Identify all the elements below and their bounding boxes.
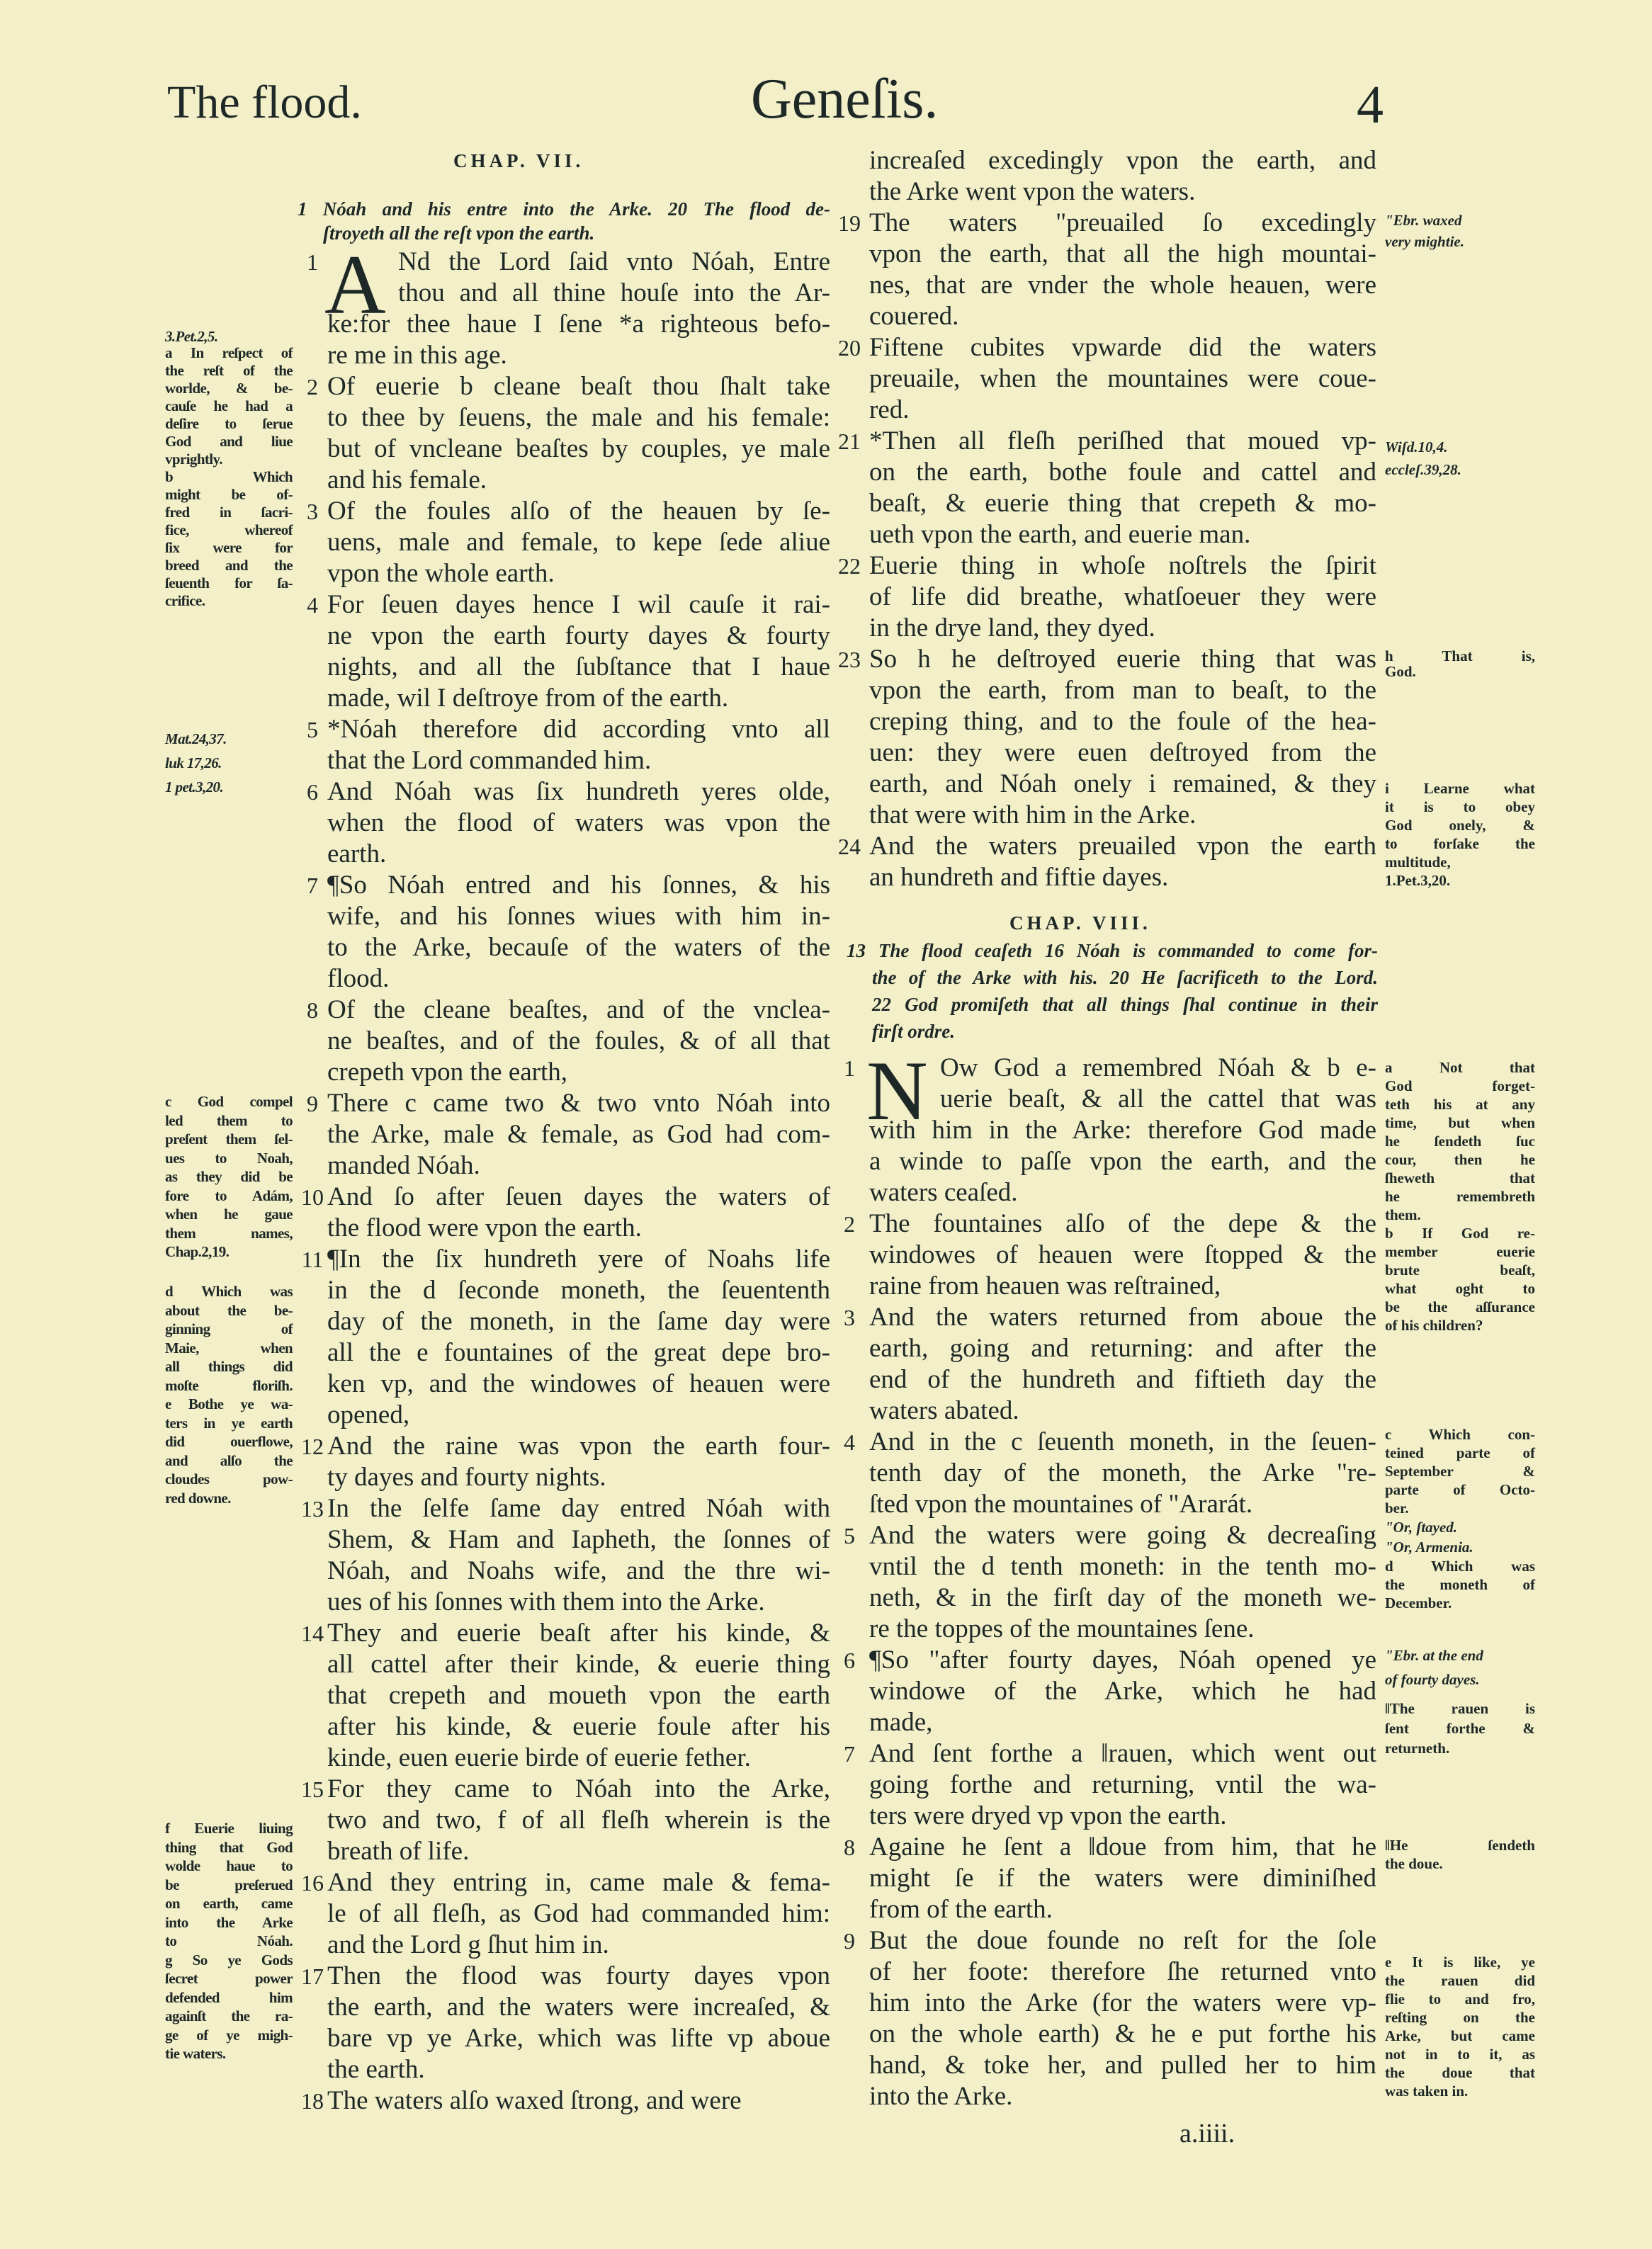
verse-line: a winde to paſſe vpon the earth, and the [869,1147,1376,1176]
note-line: ginning of [165,1320,293,1337]
note-line: thing that God [165,1838,293,1856]
chapter-summary-line: the of the Arke with his. 20 He ſacrificeth to the Lord. [872,967,1378,988]
verse-line: beaſt, & euerie thing that crepeth & mo- [869,489,1376,518]
note-line: Mat.24,37. [165,730,227,747]
note-line: the rauen did [1385,1972,1535,1989]
note-line: be preſerued [165,1876,293,1893]
cross-reference [1385,1517,1576,1557]
note-line: of his children? [1385,1317,1483,1334]
note-line: "Or, Armenia. [1385,1539,1473,1556]
verse-number: 16 [301,1870,324,1896]
margin-note [1385,1557,1535,1612]
verse-line: to thee by ſeuens, the male and his female: [327,403,830,432]
note-line: and alſo the [165,1451,293,1469]
note-line: e It is like, ye [1385,1954,1535,1971]
verse-line: The fountaines alſo of the depe & the [869,1209,1376,1238]
note-line: moſte floriſh. [165,1376,293,1394]
note-line: a Not that [1385,1059,1535,1076]
verse-line: ken vp, and the windowes of heauen were [327,1369,830,1398]
verse-line: re the toppes of the mountaines ſene. [869,1614,1255,1643]
verse-line: nes, that are vnder the whole heauen, were [869,271,1376,300]
verse-line: but of vncleane beaſtes by couples, ye male [327,434,830,463]
note-line: member euerie [1385,1243,1535,1260]
verse-line: And the raine was vpon the earth four- [327,1432,830,1461]
margin-note [1385,1058,1535,1335]
note-line: Maie, when [165,1339,293,1356]
verse-line: vntil the d tenth moneth: in the tenth mo- [869,1552,1376,1581]
note-line: "Ebr. at the end [1385,1647,1483,1664]
note-line: ‖He ſendeth [1385,1837,1535,1854]
verse-line: And they entring in, came male & fema- [327,1868,830,1897]
verse-line: Then the flood was fourty dayes vpon [327,1961,830,1990]
note-line: all things did [165,1358,293,1375]
note-line: very mightie. [1385,233,1464,250]
note-line: into the Arke [165,1913,293,1931]
note-line: red downe. [165,1489,231,1507]
note-line: he ſendeth ſuc [1385,1133,1535,1150]
verse-line: red. [869,395,910,424]
verse-number: 8 [307,997,318,1023]
verse-line: on the earth, bothe foule and cattel and [869,458,1376,487]
note-line: ber. [1385,1500,1409,1517]
note-line: it is to obey [1385,798,1535,815]
note-line: "Or, ſtayed. [1385,1519,1458,1536]
verse-line: There c came two & two vnto Nóah into [327,1089,830,1118]
verse-line: to the Arke, becauſe of the waters of the [327,933,830,962]
verse-line: the Arke went vpon the waters. [869,177,1196,206]
verse-line: on the whole earth) & he e put forthe his [869,2019,1376,2049]
note-line: brute beaſt, [1385,1262,1535,1279]
verse-line: going forthe and returning, vntil the wa- [869,1770,1376,1799]
verse-line: Of euerie b cleane beaſt thou ſhalt take [327,372,830,401]
verse-line: And the waters were going & decreaſing [869,1521,1376,1550]
note-line: was taken in. [1385,2083,1469,2100]
verse-line: bare vp ye Arke, which was lifte vp aboue [327,2024,830,2053]
note-line: c Which con- [1385,1426,1535,1443]
verse-line: into the Arke. [869,2082,1013,2111]
verse-line: that crepeth and moueth vpon the earth [327,1681,830,1710]
verse-number: 14 [301,1621,324,1646]
note-line: parte of Octo- [1385,1481,1535,1498]
running-title: The flood. [167,77,362,128]
verse-line: ¶So "after fourty dayes, Nóah opened ye [869,1645,1376,1675]
note-line: deſire to ſerue [165,415,293,432]
note-line: September & [1385,1463,1535,1480]
verse-number: 23 [838,647,861,672]
verse-number: 10 [301,1184,324,1210]
verse-line: The waters alſo waxed ſtrong, and were [327,2086,742,2115]
verse-line: ne vpon the earth fourty dayes & fourty [327,621,830,650]
note-line: b Which [165,468,293,485]
note-line: tie waters. [165,2045,226,2062]
verse-line: For they came to Nóah into the Arke, [327,1774,830,1803]
verse-number: 11 [301,1247,324,1272]
verse-line: Nd the Lord ſaid vnto Nóah, Entre [398,247,830,276]
note-line: luk 17,26. [165,754,222,771]
verse-number: 9 [307,1091,318,1116]
verse-line: windowe of the Arke, which he had [869,1677,1376,1706]
note-line: fore to Adám, [165,1186,293,1204]
verse-line: Nóah, and Noahs wife, and the thre wi- [327,1556,830,1585]
verse-line: Ow God a remembred Nóah & b e- [940,1053,1376,1082]
verse-line: ty dayes and fourty nights. [327,1463,606,1492]
verse-line: ne beaſtes, and of the foules, & of all that [327,1026,830,1055]
note-line: cour, then he [1385,1151,1535,1168]
note-line: not in to it, as [1385,2046,1535,2063]
verse-number: 15 [301,1777,324,1802]
verse-line: earth, going and returning: and after the [869,1334,1376,1363]
note-line: Wiſd.10,4. [1385,438,1448,455]
verse-line: from of the earth. [869,1895,1053,1924]
note-line: teth his at any [1385,1096,1535,1113]
verse-number: 7 [307,873,318,898]
note-line: e Bothe ye wa- [165,1395,293,1412]
note-line: teined parte of [1385,1444,1535,1461]
chapter-summary-line: 1 Nóah and his entre into the Arke. 20 The flood de- [298,198,830,220]
verse-number: 1 [307,249,318,275]
note-line: the doue that [1385,2064,1535,2081]
verse-line: And the waters returned from aboue the [869,1303,1376,1332]
verse-line: of her foote: therefore ſhe returned vnto [869,1957,1376,1986]
verse-line: him into the Arke (for the waters were vp- [869,1988,1376,2017]
verse-line: earth, and Nóah onely i remained, & they [869,769,1376,798]
note-line: them names, [165,1224,293,1242]
note-line: ſeuenth for ſa- [165,574,293,591]
chapter-summary-line: firſt ordre. [872,1021,955,1042]
note-line: ſent forthe & [1385,1720,1535,1737]
verse-line: uerie beaſt, & all the cattel that was [940,1084,1376,1114]
verse-line: vpon the earth, from man to beaſt, to the [869,676,1376,705]
note-line: about the be- [165,1301,293,1319]
verse-line: the Arke, male & female, as God had com- [327,1120,830,1149]
verse-line: In the ſelfe ſame day entred Nóah with [327,1494,830,1523]
note-line: fice, whereof [165,521,293,538]
verse-line: windowes of heauen were ſtopped & the [869,1240,1376,1269]
note-line: d Which was [165,1283,293,1300]
verse-number: 5 [844,1523,855,1548]
verse-line: when the flood of waters was vpon the [327,808,830,837]
note-line: 1 pet.3,20. [165,778,224,795]
verse-line: manded Nóah. [327,1151,480,1180]
note-line: God forget- [1385,1077,1535,1094]
verse-line: all the e fountaines of the great depe bro- [327,1338,830,1367]
verse-number: 17 [301,1964,324,1989]
verse-number: 18 [301,2088,324,2114]
verse-line: ueth vpon the earth, and euerie man. [869,520,1251,549]
verse-number: 13 [301,1496,324,1522]
chapter-summary-line: 22 God promiſeth that all things ſhal continue in their [872,994,1378,1015]
verse-line: the earth. [327,2055,425,2084]
verse-line: neth, & in the firſt day of the moneth we- [869,1583,1376,1612]
note-line: to Nóah. [165,1932,293,1949]
note-line: he remembreth [1385,1188,1535,1205]
verse-line: ¶So Nóah entred and his ſonnes, & his [327,871,830,900]
verse-number: 8 [844,1835,855,1860]
note-line: be the aſſurance [1385,1298,1535,1315]
verse-line: ues of his ſonnes with them into the Arke. [327,1587,765,1616]
verse-line: day of the moneth, in the ſame day were [327,1307,830,1336]
note-line: worlde, & be- [165,380,293,397]
note-line: as they did be [165,1168,293,1185]
note-line: December. [1385,1594,1452,1611]
verse-line: earth. [327,839,387,868]
note-line: b If God re- [1385,1225,1535,1242]
chapter-heading-7: CHAP. VII. [453,150,584,171]
note-line: what oght to [1385,1280,1535,1297]
margin-note [165,344,293,610]
cross-reference [1385,436,1576,481]
margin-note [165,1282,293,1507]
note-line: wolde haue to [165,1857,293,1874]
note-line: the doue. [1385,1855,1443,1872]
note-line: returneth. [1385,1740,1450,1757]
verse-line: made, wil I deſtroye from of the earth. [327,684,729,713]
note-line: ſix were for [165,539,293,556]
verse-line: all cattel after their kinde, & euerie thing [327,1650,830,1679]
note-line: when he gaue [165,1206,293,1223]
margin-note [165,1819,293,2063]
cross-reference [165,727,293,799]
verse-line: re me in this age. [327,341,507,370]
verse-number: 9 [844,1928,855,1954]
note-line: a In reſpect of [165,344,293,361]
margin-note [1385,779,1535,890]
note-line: ge of ye migh- [165,2026,293,2044]
note-line: them. [1385,1206,1421,1223]
verse-line: with him in the Arke: therefore God made [869,1116,1376,1145]
verse-number: 6 [844,1648,855,1673]
verse-line: crepeth vpon the earth, [327,1058,568,1087]
verse-line: increaſed excedingly vpon the earth, and [869,146,1376,175]
verse-line: Of the foules alſo of the heauen by ſe- [327,497,830,526]
verse-line: flood. [327,964,390,993]
verse-line: Fiftene cubites vpwarde did the waters [869,333,1376,362]
verse-line: wife, and his ſonnes wiues with him in- [327,902,830,931]
verse-number: 4 [307,592,318,618]
verse-number: 1 [844,1055,855,1081]
verse-number: 19 [838,210,861,236]
verse-line: after his kinde, & euerie foule after his [327,1712,830,1741]
verse-line: creping thing, and to the foule of the hea- [869,707,1376,736]
verse-line: And ſent forthe a ‖rauen, which went out [869,1739,1376,1768]
note-line: the reſt of the [165,362,293,379]
verse-line: vpon the whole earth. [327,559,555,588]
note-line: ‖The rauen is [1385,1700,1535,1717]
note-line: c God compel [165,1093,293,1110]
verse-line: two and two, f of all fleſh wherein is the [327,1806,830,1835]
margin-note [1385,1425,1535,1517]
note-line: Arke, but came [1385,2027,1535,2044]
verse-line: that were with him in the Arke. [869,800,1196,829]
verse-number: 7 [844,1741,855,1767]
note-line: i Learne what [1385,780,1535,797]
note-line: eccleſ.39,28. [1385,461,1461,478]
verse-line: made, [869,1708,933,1737]
verse-number: 4 [844,1429,855,1455]
verse-number: 22 [838,553,861,579]
verse-number: 2 [307,374,318,400]
verse-line: kinde, euen euerie birde of euerie fether. [327,1743,751,1772]
note-line: againſt the ra- [165,2007,293,2024]
verse-line: They and euerie beaſt after his kinde, & [327,1619,830,1648]
verse-line: in the drye land, they dyed. [869,613,1155,642]
verse-number: 6 [307,779,318,805]
note-line: time, but when [1385,1114,1535,1131]
note-line: ſheweth that [1385,1169,1535,1186]
note-line: 1.Pet.3,20. [1385,872,1451,889]
note-line: g So ye Gods [165,1951,293,1968]
note-line: God onely, & [1385,817,1535,834]
verse-line: And in the c ſeuenth moneth, in the ſeuen- [869,1427,1376,1456]
note-line: preſent them ſel- [165,1131,293,1148]
verse-line: an hundreth and fiftie dayes. [869,863,1169,892]
chapter-summary-line: 13 The flood ceaſeth 16 Nóah is commanded to come for- [847,940,1378,961]
verse-line: the earth, and the waters were increaſed, & [327,1993,830,2022]
margin-note [1385,648,1535,679]
verse-line: end of the hundreth and fiftieth day the [869,1365,1376,1394]
note-line: Chap.2,19. [165,1243,230,1260]
verse-number: 3 [307,499,318,524]
verse-line: in the d ſeconde moneth, the ſeuententh [327,1276,830,1305]
note-line: of fourty dayes. [1385,1671,1480,1688]
page-number: 4 [1357,75,1384,135]
note-line: might be of- [165,486,293,503]
verse-line: opened, [327,1400,410,1429]
note-line: f Euerie liuing [165,1820,293,1837]
verse-line: thou and all thine houſe into the Ar- [398,278,830,307]
verse-line: So h he deſtroyed euerie thing that was [869,645,1376,674]
note-line: God. [1385,663,1416,680]
verse-line: of life did breathe, whatſoeuer they were [869,582,1376,611]
verse-line: that the Lord commanded him. [327,746,652,775]
note-line: flie to and fro, [1385,1990,1535,2007]
note-line: to forſake the [1385,835,1535,852]
margin-note [1385,1699,1535,1758]
note-line: crifice. [165,592,205,609]
note-line: God and liue [165,433,293,450]
verse-line: ters were dryed vp vpon the earth. [869,1801,1227,1830]
verse-line: raine from heauen was reſtrained, [869,1271,1221,1301]
verse-line: *Then all fleſh periſhed that moued vp- [869,426,1376,455]
margin-note [1385,1953,1535,2100]
verse-line: waters abated. [869,1396,1019,1425]
margin-note [165,1092,293,1262]
verse-line: Againe he ſent a ‖doue from him, that he [869,1832,1376,1862]
verse-line: the flood were vpon the earth. [327,1213,642,1242]
verse-line: *Nóah therefore did according vnto all [327,715,830,744]
verse-line: nights, and all the ſubſtance that I haue [327,652,830,681]
drop-cap: A [324,237,386,332]
verse-line: hand, & toke her, and pulled her to him [869,2051,1376,2080]
drop-cap: N [866,1043,928,1138]
verse-number: 2 [844,1211,855,1237]
verse-line: ſted vpon the mountaines of "Ararát. [869,1490,1253,1519]
verse-line: uen: they were euen deſtroyed from the [869,738,1376,767]
note-line: cauſe he had a [165,397,293,414]
verse-line: breath of life. [327,1837,470,1866]
verse-line: And Nóah was ſix hundreth yeres olde, [327,777,830,806]
note-line: "Ebr. waxed [1385,212,1462,229]
note-line: cloudes pow- [165,1471,293,1488]
note-line: did ouerflowe, [165,1433,293,1450]
note-line: led them to [165,1111,293,1129]
note-line: vprightly. [165,451,222,468]
verse-line: tenth day of the moneth, the Arke "re- [869,1458,1376,1488]
note-line: defended him [165,1988,293,2006]
verse-line: preuaile, when the mountaines were coue- [869,364,1376,393]
verse-line: ¶In the ſix hundreth yere of Noahs life [327,1245,830,1274]
verse-line: and the Lord g ſhut him in. [327,1930,609,1959]
verse-line: Euerie thing in whoſe noſtrels the ſpirit [869,551,1376,580]
note-line: on earth, came [165,1895,293,1912]
book-title: Geneſis. [751,68,939,130]
note-line: fred in ſacri- [165,504,293,521]
verse-line: might ſe if the waters were diminiſhed [869,1864,1376,1893]
note-line: breed and the [165,557,293,574]
verse-number: 21 [838,429,861,454]
verse-line: vpon the earth, that all the high mountai- [869,239,1376,268]
verse-line: and his female. [327,465,487,494]
verse-number: 12 [301,1434,324,1459]
verse-line: Of the cleane beaſtes, and of the vnclea- [327,995,830,1024]
margin-note [1385,1836,1535,1873]
verse-line: ke:for thee haue I ſene *a righteous befo- [327,310,830,339]
verse-line: And ſo after ſeuen dayes the waters of [327,1182,830,1211]
note-line: 3.Pet.2,5. [165,328,218,345]
cross-reference [1385,210,1576,252]
verse-line: Shem, & Ham and Iapheth, the ſonnes of [327,1525,830,1554]
verse-line: le of all fleſh, as God had commanded him: [327,1899,830,1928]
verse-line: The waters "preuailed ſo excedingly [869,208,1376,237]
note-line: ues to Noah, [165,1149,293,1167]
note-line: multitude, [1385,854,1451,871]
note-line: h That is, [1385,647,1535,664]
verse-line: But the doue founde no reſt for the ſole [869,1926,1376,1955]
note-line: ters in ye earth [165,1414,293,1432]
note-line: d Which was [1385,1558,1535,1575]
verse-line: couered. [869,302,959,331]
verse-number: 5 [307,717,318,742]
verse-number: 20 [838,335,861,361]
verse-line: waters ceaſed. [869,1178,1018,1207]
verse-number: 3 [844,1305,855,1330]
note-line: ſecret power [165,1970,293,1987]
note-line: reſting on the [1385,2009,1535,2026]
chapter-summary-line: ſtroyeth all the reſt vpon the earth. [323,222,595,244]
cross-reference [1385,1643,1576,1692]
chapter-heading-8: CHAP. VIII. [1009,912,1151,934]
verse-line: And the waters preuailed vpon the earth [869,832,1376,861]
verse-line: uens, male and female, to kepe ſede aliue [327,528,830,557]
note-line: the moneth of [1385,1576,1535,1593]
verse-line: For ſeuen dayes hence I wil cauſe it rai- [327,590,830,619]
verse-number: 24 [838,834,861,859]
signature-mark: a.iiii. [1179,2119,1235,2148]
